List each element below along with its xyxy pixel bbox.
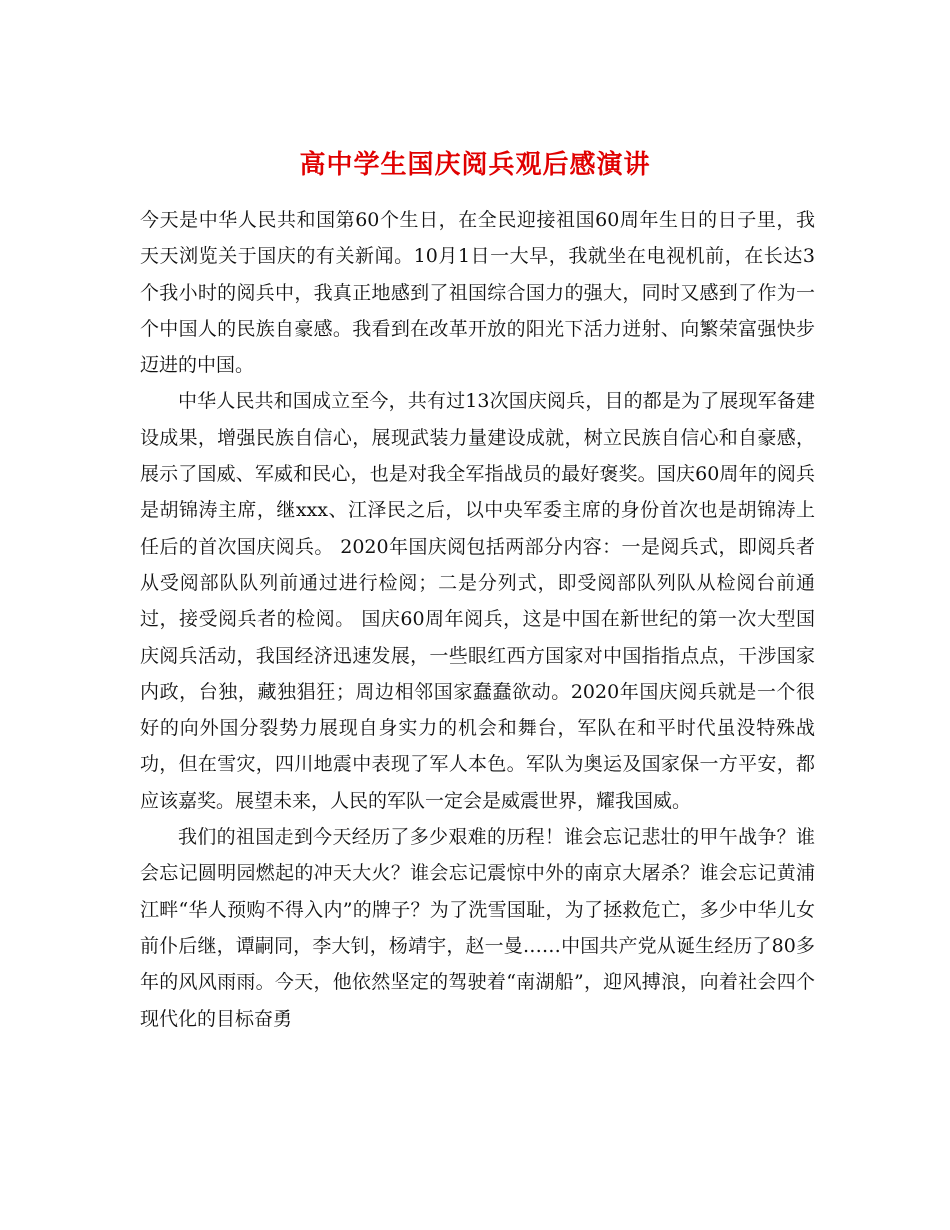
document-body bbox=[140, 202, 815, 1037]
paragraph-1: 今天是中华人民共和国第60个生日，在全民迎接祖国60周年生日的日子里，我天天浏览关于国庆的有关新闻。10月1日一大早，我就坐在电视机前，在长达3个我小时的阅兵中，我真正地感到了祖国综合国力的强大，同时又感到了作为一个中国人的民族自豪感。我看到在改革开放的阳光下活力迸射、向繁荣富强快步迈进的中国。 bbox=[140, 209, 815, 377]
paragraph-2: 中华人民共和国成立至今，共有过13次国庆阅兵，目的都是为了展现军备建设成果，增强民族自信心，展现武装力量建设成就，树立民族自信心和自豪感，展示了国威、军威和民心，也是对我全军指战员的最好褒奖。国庆60周年的阅兵是胡锦涛主席，继xxx、江泽民之后，以中央军委主席的身份首次也是胡锦涛上任后的首次国庆阅兵。 2020年国庆阅包括两部分内容：一是阅兵式，即阅兵者从受阅部队队列前通过进行检阅；二是分列式，即受阅部队列队从检阅台前通过，接受阅兵者的检阅。 国庆60周年阅兵，这是中国在新世纪的第一次大型国庆阅兵活动，我国经济迅速发展，一些眼红西方国家对中国指指点点，干涉国家内政，台独，藏独猖狂；周边相邻国家蠢蠢欲动。2020年国庆阅兵就是一个很好的向外国分裂势力展现自身实力的机会和舞台，军队在和平时代虽没特殊战功，但在雪灾，四川地震中表现了军人本色。军队为奥运及国家保一方平安，都应该嘉奖。展望未来，人民的军队一定会是威震世界，耀我国威。 bbox=[140, 390, 815, 812]
paragraph-3: 我们的祖国走到今天经历了多少艰难的历程！谁会忘记悲壮的甲午战争？谁会忘记圆明园燃起的冲天大火？谁会忘记震惊中外的南京大屠杀？谁会忘记黄浦江畔“华人预购不得入内”的牌子？为了洗雪国耻，为了拯救危亡，多少中华儿女前仆后继，谭嗣同，李大钊，杨靖宇，赵一曼……中国共产党从诞生经历了80多年的风风雨雨。今天，他依然坚定的驾驶着“南湖船”，迎风搏浪，向着社会四个现代化的目标奋勇 bbox=[140, 826, 815, 1030]
document-title: 高中学生国庆阅兵观后感演讲 bbox=[299, 150, 651, 181]
